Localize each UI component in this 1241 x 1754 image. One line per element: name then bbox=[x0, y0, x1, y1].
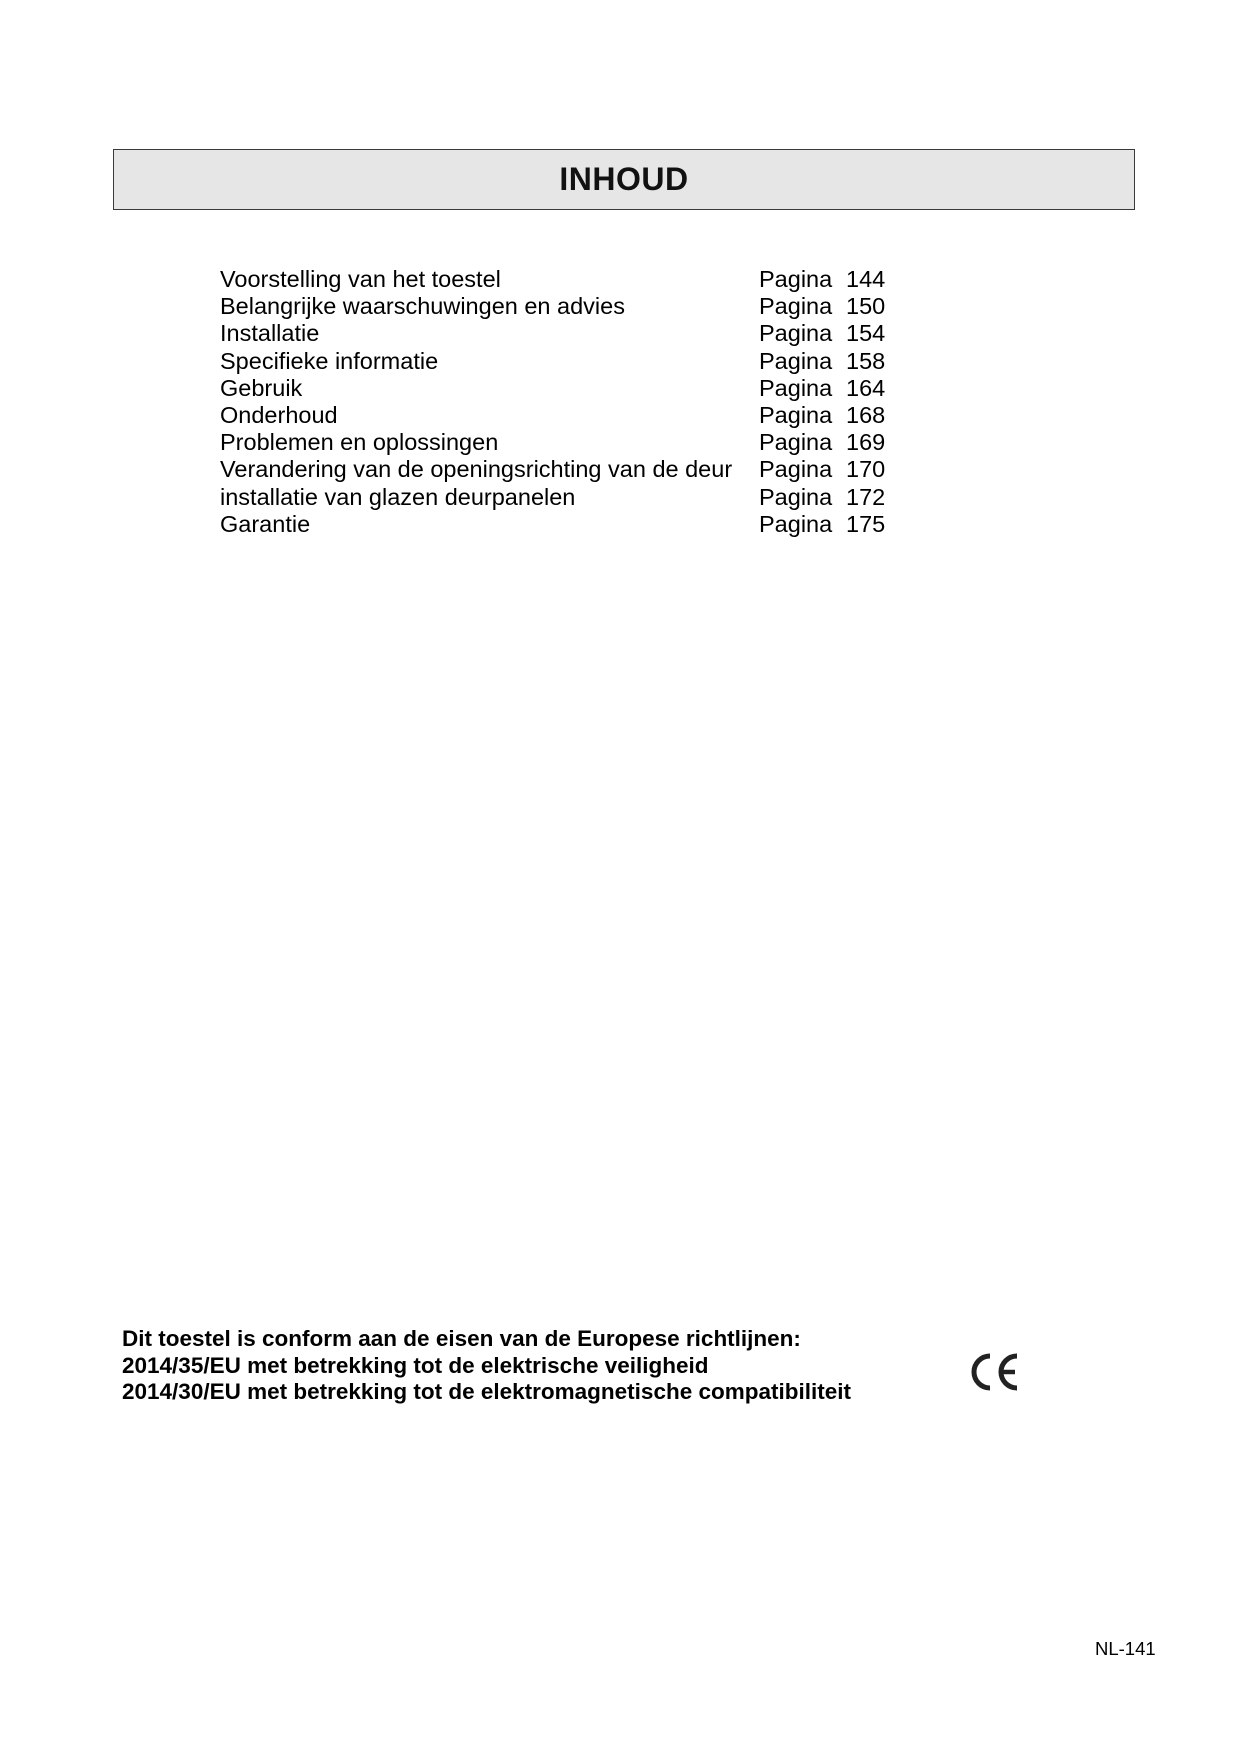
toc-entry-title: Verandering van de openingsrichting van de deur bbox=[220, 456, 733, 483]
toc-entry bbox=[220, 484, 900, 511]
toc-entry-page-number: 170 bbox=[846, 456, 886, 483]
toc-entry-page-word: Pagina bbox=[759, 483, 833, 510]
toc-entry-page-number: 168 bbox=[846, 401, 886, 428]
toc-entry-title: Garantie bbox=[220, 510, 311, 537]
toc-entry-page-word: Pagina bbox=[759, 347, 833, 374]
toc-entry-title: Problemen en oplossingen bbox=[220, 429, 499, 456]
toc-entry-page-word: Pagina bbox=[759, 456, 833, 483]
page-number: NL-141 bbox=[1095, 1638, 1156, 1659]
toc-entry bbox=[220, 456, 900, 483]
toc-entry-page-number: 169 bbox=[846, 429, 886, 456]
title-banner bbox=[113, 149, 1135, 210]
toc-entry-page-number: 144 bbox=[846, 266, 886, 292]
toc-entry bbox=[220, 511, 900, 538]
ce-mark-icon bbox=[965, 1350, 1022, 1394]
toc-entry-title: Installatie bbox=[220, 320, 320, 347]
toc-entry-title: Specifieke informatie bbox=[220, 347, 439, 374]
conformity-statement bbox=[122, 1326, 922, 1406]
toc-entry-page-word: Pagina bbox=[759, 266, 833, 292]
toc-entry-page-number: 175 bbox=[846, 510, 886, 537]
toc-entry-page-word: Pagina bbox=[759, 510, 833, 537]
toc-entry-title: Onderhoud bbox=[220, 401, 338, 428]
toc-entry-title: Belangrijke waarschuwingen en advies bbox=[220, 293, 625, 320]
toc-entry bbox=[220, 293, 900, 320]
toc-entry-page-word: Pagina bbox=[759, 401, 833, 428]
toc-entry-page-word: Pagina bbox=[759, 429, 833, 456]
toc-entry bbox=[220, 320, 900, 347]
toc-entry-page-number: 158 bbox=[846, 347, 886, 374]
toc-entry-page-number: 164 bbox=[846, 374, 886, 401]
toc-entry-page-word: Pagina bbox=[759, 320, 833, 347]
toc-entry bbox=[220, 348, 900, 375]
toc-entry bbox=[220, 266, 900, 293]
table-of-contents bbox=[220, 266, 900, 538]
directive-emc: 2014/30/EU met betrekking tot de elektromagnetische compatibiliteit bbox=[122, 1379, 851, 1404]
toc-entry-title: installatie van glazen deurpanelen bbox=[220, 483, 576, 510]
toc-entry-title: Voorstelling van het toestel bbox=[220, 266, 501, 292]
toc-entry-page-number: 150 bbox=[846, 293, 886, 320]
toc-entry bbox=[220, 375, 900, 402]
toc-entry-page-word: Pagina bbox=[759, 293, 833, 320]
toc-entry-title: Gebruik bbox=[220, 374, 303, 401]
page-title: INHOUD bbox=[559, 161, 689, 197]
toc-entry bbox=[220, 429, 900, 456]
toc-entry bbox=[220, 402, 900, 429]
toc-entry-page-number: 172 bbox=[846, 483, 886, 510]
toc-entry-page-word: Pagina bbox=[759, 374, 833, 401]
toc-entry-page-number: 154 bbox=[846, 320, 886, 347]
conformity-intro: Dit toestel is conform aan de eisen van de Europese richtlijnen: bbox=[122, 1326, 801, 1351]
directive-electrical-safety: 2014/35/EU met betrekking tot de elektrische veiligheid bbox=[122, 1352, 709, 1378]
